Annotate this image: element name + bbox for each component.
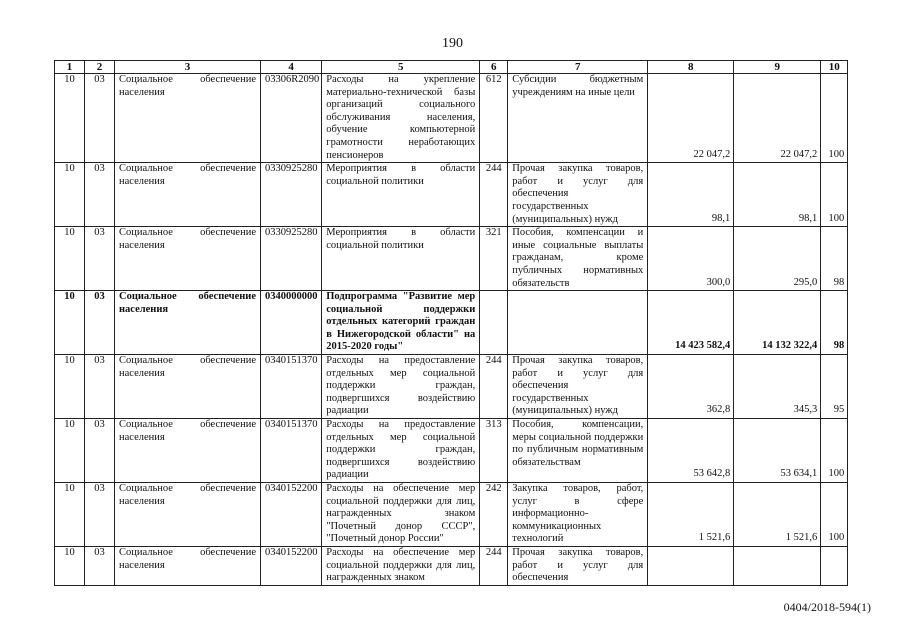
expense-type-code-cell: 321 [480, 227, 508, 291]
budget-table [54, 60, 848, 586]
executed-amount-cell: 53 634,1 [734, 419, 821, 483]
execution-percent-cell: 98 [821, 291, 848, 355]
planned-amount-cell [648, 546, 734, 585]
executed-amount-cell: 14 132 322,4 [734, 291, 821, 355]
header-cell: 2 [85, 61, 115, 74]
executed-amount-cell: 98,1 [734, 163, 821, 227]
article-name-cell: Расходы на предоставление отдельных мер социальной поддержки граждан, подвергшихся воздействию радиации [322, 419, 480, 483]
expense-type-code-cell: 244 [480, 355, 508, 419]
target-article-cell: 0340151370 [261, 419, 322, 483]
article-name-cell: Мероприятия в области социальной политики [322, 163, 480, 227]
target-article-cell: 0340152200 [261, 483, 322, 547]
table-row [55, 163, 848, 227]
table-row [55, 546, 848, 585]
target-article-cell: 0340000000 [261, 291, 322, 355]
execution-percent-cell: 100 [821, 74, 848, 163]
header-cell: 8 [648, 61, 734, 74]
article-name-cell: Расходы на предоставление отдельных мер социальной поддержки граждан, подвергшихся воздействию радиации [322, 355, 480, 419]
subsection-name-cell: Социальное обеспечение населения [115, 419, 261, 483]
executed-amount-cell: 1 521,6 [734, 483, 821, 547]
document-code: 0404/2018-594(1) [783, 600, 871, 614]
expense-type-name-cell: Пособия, компенсации, меры социальной поддержки по публичным нормативным обязательствам [508, 419, 648, 483]
subsection-code-cell: 03 [85, 483, 115, 547]
expense-type-code-cell: 242 [480, 483, 508, 547]
subsection-name-cell: Социальное обеспечение населения [115, 291, 261, 355]
executed-amount-cell: 345,3 [734, 355, 821, 419]
planned-amount-cell: 14 423 582,4 [648, 291, 734, 355]
target-article-cell: 0330925280 [261, 227, 322, 291]
expense-type-name-cell [508, 291, 648, 355]
section-code-cell: 10 [55, 355, 85, 419]
target-article-cell: 0340152200 [261, 546, 322, 585]
header-row [55, 61, 848, 74]
planned-amount-cell: 22 047,2 [648, 74, 734, 163]
expense-type-code-cell: 612 [480, 74, 508, 163]
table-row [55, 355, 848, 419]
section-code-cell: 10 [55, 163, 85, 227]
expense-type-code-cell: 313 [480, 419, 508, 483]
expense-type-code-cell [480, 291, 508, 355]
subsection-code-cell: 03 [85, 163, 115, 227]
planned-amount-cell: 362,8 [648, 355, 734, 419]
expense-type-name-cell: Закупка товаров, работ, услуг в сфере информационно-коммуникационных технологий [508, 483, 648, 547]
article-name-cell: Подпрограмма "Развитие мер социальной поддержки отдельных категорий граждан в Нижегородской области" на 2015-2020 годы" [322, 291, 480, 355]
subsection-name-cell: Социальное обеспечение населения [115, 483, 261, 547]
expense-type-name-cell: Субсидии бюджетным учреждениям на иные цели [508, 74, 648, 163]
target-article-cell: 03306R2090 [261, 74, 322, 163]
target-article-cell: 0330925280 [261, 163, 322, 227]
execution-percent-cell: 100 [821, 483, 848, 547]
planned-amount-cell: 1 521,6 [648, 483, 734, 547]
execution-percent-cell: 100 [821, 163, 848, 227]
expense-type-code-cell: 244 [480, 163, 508, 227]
execution-percent-cell: 95 [821, 355, 848, 419]
header-cell: 5 [322, 61, 480, 74]
article-name-cell: Расходы на укрепление материально-технической базы организаций социального обслуживания населения, обучение компьютерной грамотности неработающих пенсионеров [322, 74, 480, 163]
subsection-code-cell: 03 [85, 546, 115, 585]
table-row [55, 419, 848, 483]
subsection-code-cell: 03 [85, 291, 115, 355]
executed-amount-cell [734, 546, 821, 585]
header-cell: 9 [734, 61, 821, 74]
header-cell: 3 [115, 61, 261, 74]
expense-type-code-cell: 244 [480, 546, 508, 585]
table-row [55, 227, 848, 291]
subsection-name-cell: Социальное обеспечение населения [115, 74, 261, 163]
section-code-cell: 10 [55, 291, 85, 355]
table-row [55, 483, 848, 547]
executed-amount-cell: 22 047,2 [734, 74, 821, 163]
subsection-name-cell: Социальное обеспечение населения [115, 163, 261, 227]
page-number: 190 [442, 36, 463, 51]
article-name-cell: Мероприятия в области социальной политики [322, 227, 480, 291]
planned-amount-cell: 53 642,8 [648, 419, 734, 483]
article-name-cell: Расходы на обеспечение мер социальной поддержки для лиц, награжденных знаком "Почетный донор СССР", "Почетный донор России" [322, 483, 480, 547]
subsection-code-cell: 03 [85, 355, 115, 419]
section-code-cell: 10 [55, 483, 85, 547]
header-cell: 6 [480, 61, 508, 74]
planned-amount-cell: 98,1 [648, 163, 734, 227]
section-code-cell: 10 [55, 546, 85, 585]
section-code-cell: 10 [55, 74, 85, 163]
header-cell: 10 [821, 61, 848, 74]
execution-percent-cell: 100 [821, 419, 848, 483]
subsection-name-cell: Социальное обеспечение населения [115, 355, 261, 419]
section-code-cell: 10 [55, 227, 85, 291]
table-row [55, 74, 848, 163]
section-code-cell: 10 [55, 419, 85, 483]
header-cell: 1 [55, 61, 85, 74]
expense-type-name-cell: Прочая закупка товаров, работ и услуг для обеспечения государственных (муниципальных) нужд [508, 163, 648, 227]
subsection-name-cell: Социальное обеспечение населения [115, 546, 261, 585]
header-cell: 7 [508, 61, 648, 74]
subsection-code-cell: 03 [85, 227, 115, 291]
executed-amount-cell: 295,0 [734, 227, 821, 291]
target-article-cell: 0340151370 [261, 355, 322, 419]
planned-amount-cell: 300,0 [648, 227, 734, 291]
subsection-name-cell: Социальное обеспечение населения [115, 227, 261, 291]
execution-percent-cell: 98 [821, 227, 848, 291]
subsection-code-cell: 03 [85, 419, 115, 483]
expense-type-name-cell: Прочая закупка товаров, работ и услуг для обеспечения государственных (муниципальных) нужд [508, 355, 648, 419]
table-row [55, 291, 848, 355]
expense-type-name-cell: Прочая закупка товаров, работ и услуг для обеспечения [508, 546, 648, 585]
subsection-code-cell: 03 [85, 74, 115, 163]
execution-percent-cell [821, 546, 848, 585]
article-name-cell: Расходы на обеспечение мер социальной поддержки для лиц, награжденных знаком [322, 546, 480, 585]
budget-table-wrapper [54, 60, 848, 586]
header-cell: 4 [261, 61, 322, 74]
expense-type-name-cell: Пособия, компенсации и иные социальные выплаты гражданам, кроме публичных нормативных обязательств [508, 227, 648, 291]
